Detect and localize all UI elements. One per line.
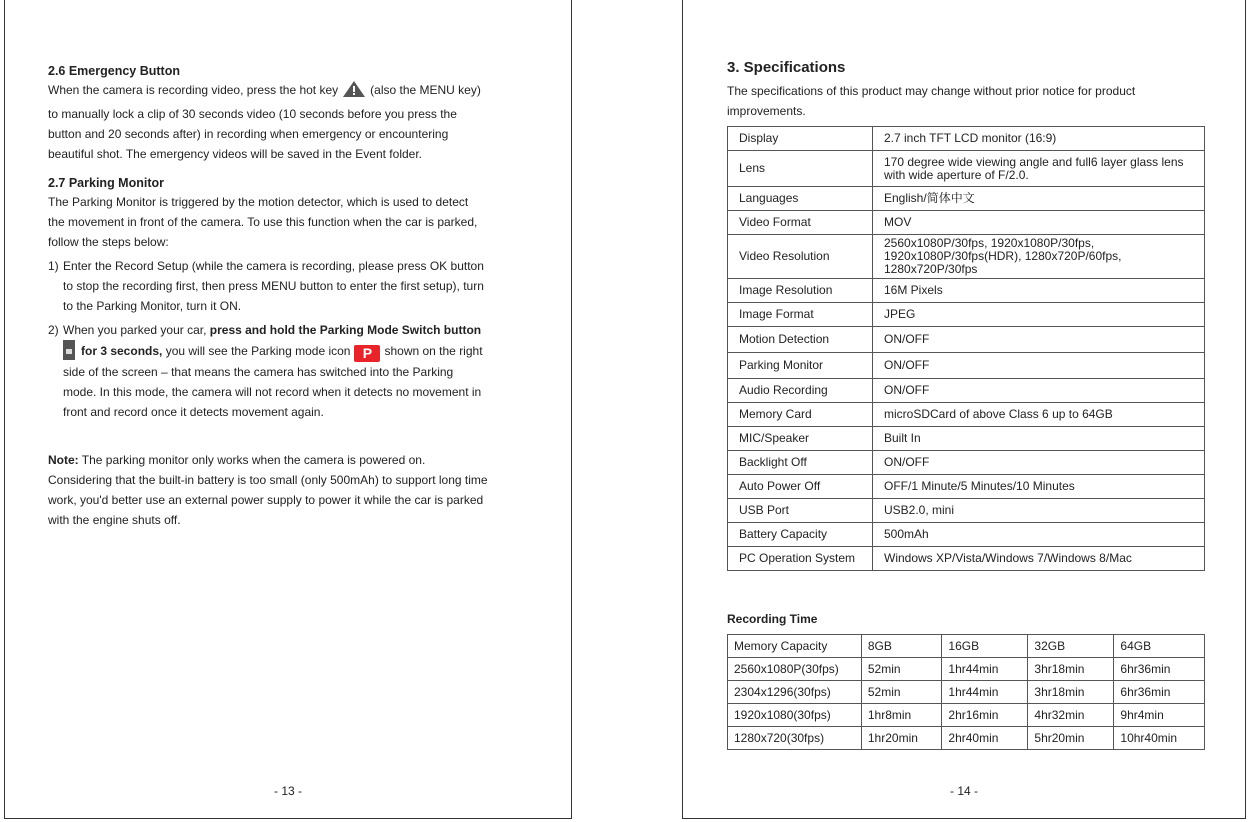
recording-cell: 8GB	[861, 635, 942, 658]
section-2-6-title: 2.6 Emergency Button	[48, 64, 180, 78]
recording-row	[728, 704, 1205, 727]
intro-line-2: improvements.	[727, 104, 806, 118]
spec-label: Audio Recording	[728, 379, 873, 403]
recording-cell: 6hr36min	[1114, 681, 1205, 704]
consider-line-1: Considering that the built-in battery is too small (only 500mAh) to support long time	[48, 473, 488, 487]
spec-row	[728, 353, 1205, 379]
spec-row	[728, 547, 1205, 571]
recording-cell: 10hr40min	[1114, 727, 1205, 750]
page-number-14: - 14 -	[949, 784, 978, 798]
recording-cell: 2hr16min	[942, 704, 1028, 727]
recording-cell: 2560x1080P(30fps)	[728, 658, 862, 681]
step-2	[48, 320, 528, 422]
spec-row	[728, 235, 1205, 279]
s26-text-b: (also the MENU key)	[370, 83, 481, 97]
spec-value: 16M Pixels	[873, 279, 1205, 303]
section-2-7-title: 2.7 Parking Monitor	[48, 176, 164, 190]
spec-label: Video Resolution	[728, 235, 873, 279]
note-label: Note:	[48, 453, 79, 467]
spec-value: English/简体中文	[873, 187, 1205, 211]
recording-cell: 52min	[861, 681, 942, 704]
spec-row	[728, 127, 1205, 151]
spec-label: Display	[728, 127, 873, 151]
spec-label: USB Port	[728, 499, 873, 523]
spec-row	[728, 211, 1205, 235]
spec-value: Windows XP/Vista/Windows 7/Windows 8/Mac	[873, 547, 1205, 571]
intro-line-1: The specifications of this product may change without prior notice for product	[727, 84, 1136, 98]
recording-cell: 9hr4min	[1114, 704, 1205, 727]
recording-cell: 5hr20min	[1028, 727, 1114, 750]
recording-row	[728, 658, 1205, 681]
recording-cell: 1280x720(30fps)	[728, 727, 862, 750]
spec-row	[728, 451, 1205, 475]
step-1	[48, 256, 528, 316]
recording-cell: 16GB	[942, 635, 1028, 658]
spec-row	[728, 403, 1205, 427]
s26-text-e: beautiful shot. The emergency videos will be saved in the Event folder.	[48, 147, 422, 161]
recording-cell: 3hr18min	[1028, 681, 1114, 704]
step-2-text-d: you will see the Parking mode icon	[165, 344, 351, 358]
spec-value: 2.7 inch TFT LCD monitor (16:9)	[873, 127, 1205, 151]
right-page	[682, 0, 1246, 819]
spec-label: Languages	[728, 187, 873, 211]
spec-value: 2560x1080P/30fps, 1920x1080P/30fps, 1920x1080P/30fps(HDR), 1280x720P/60fps, 1280x720P/30fps	[873, 235, 1205, 279]
recording-cell: Memory Capacity	[728, 635, 862, 658]
s26-text-a: When the camera is recording video, press the hot key	[48, 83, 339, 97]
spec-row	[728, 187, 1205, 211]
spec-value: JPEG	[873, 303, 1205, 327]
consider-line-2: work, you'd better use an external power supply to power it while the car is parked	[48, 493, 484, 507]
section-2-7-body	[48, 192, 538, 252]
step-2-text-b: press and hold the Parking Mode Switch button	[209, 323, 482, 337]
recording-cell: 1hr44min	[942, 681, 1028, 704]
spec-row	[728, 151, 1205, 187]
spec-value: ON/OFF	[873, 451, 1205, 475]
step-1-number: 1)	[48, 259, 59, 273]
parking-mode-icon: P	[354, 345, 380, 362]
spec-value: 500mAh	[873, 523, 1205, 547]
left-page	[4, 0, 572, 819]
page-number-13: - 13 -	[273, 784, 302, 798]
s27-line-2: the movement in front of the camera. To use this function when the car is parked,	[48, 215, 478, 229]
recording-cell: 1hr8min	[861, 704, 942, 727]
recording-cell: 2hr40min	[942, 727, 1028, 750]
spec-row	[728, 379, 1205, 403]
s27-line-1: The Parking Monitor is triggered by the motion detector, which is used to detect	[48, 195, 469, 209]
note-text: The parking monitor only works when the camera is powered on.	[81, 453, 426, 467]
spec-label: Battery Capacity	[728, 523, 873, 547]
specifications-title: 3. Specifications	[727, 59, 846, 76]
spec-value: MOV	[873, 211, 1205, 235]
s27-line-3: follow the steps below:	[48, 235, 169, 249]
spec-row	[728, 303, 1205, 327]
spec-value: USB2.0, mini	[873, 499, 1205, 523]
recording-cell: 4hr32min	[1028, 704, 1114, 727]
s26-text-d: button and 20 seconds after) in recording when emergency or encountering	[48, 127, 449, 141]
spec-label: Parking Monitor	[728, 353, 873, 379]
recording-cell: 1hr44min	[942, 658, 1028, 681]
s26-text-c: to manually lock a clip of 30 seconds video (10 seconds before you press the	[48, 107, 457, 121]
consider-line-3: with the engine shuts off.	[48, 513, 181, 527]
spec-value: ON/OFF	[873, 379, 1205, 403]
spec-row	[728, 427, 1205, 451]
recording-time-title: Recording Time	[727, 612, 818, 626]
spec-label: Memory Card	[728, 403, 873, 427]
recording-cell: 2304x1296(30fps)	[728, 681, 862, 704]
spec-label: Image Resolution	[728, 279, 873, 303]
step-2-text-c: for 3 seconds,	[81, 344, 163, 358]
spec-row	[728, 279, 1205, 303]
recording-time-table	[727, 634, 1205, 750]
spec-row	[728, 523, 1205, 547]
section-2-6-body	[48, 80, 538, 164]
spec-row	[728, 327, 1205, 353]
spec-label: Image Format	[728, 303, 873, 327]
warning-triangle-icon	[342, 80, 366, 104]
step-1-line-2: to stop the recording first, then press MENU button to enter the first setup), turn	[63, 279, 484, 293]
spec-label: PC Operation System	[728, 547, 873, 571]
spec-label: Auto Power Off	[728, 475, 873, 499]
step-1-line-3: to the Parking Monitor, turn it ON.	[63, 299, 242, 313]
spec-row	[728, 499, 1205, 523]
step-2-text-e: shown on the right	[384, 344, 483, 358]
recording-cell: 52min	[861, 658, 942, 681]
parking-switch-icon	[63, 340, 75, 360]
spec-value: 170 degree wide viewing angle and full6 layer glass lens with wide aperture of F/2.0.	[873, 151, 1205, 187]
recording-header-row	[728, 635, 1205, 658]
recording-cell: 64GB	[1114, 635, 1205, 658]
spec-value: Built In	[873, 427, 1205, 451]
note-block	[48, 450, 538, 530]
spec-row	[728, 475, 1205, 499]
spec-label: Backlight Off	[728, 451, 873, 475]
step-2-line-5: front and record once it detects movement again.	[63, 405, 324, 419]
step-2-number: 2)	[48, 323, 59, 337]
recording-cell: 1920x1080(30fps)	[728, 704, 862, 727]
spec-label: Motion Detection	[728, 327, 873, 353]
recording-row	[728, 681, 1205, 704]
step-2-line-3: side of the screen – that means the camera has switched into the Parking	[63, 365, 454, 379]
recording-cell: 32GB	[1028, 635, 1114, 658]
specifications-table	[727, 126, 1205, 571]
spec-value: ON/OFF	[873, 353, 1205, 379]
spec-value: OFF/1 Minute/5 Minutes/10 Minutes	[873, 475, 1205, 499]
recording-row	[728, 727, 1205, 750]
spec-label: MIC/Speaker	[728, 427, 873, 451]
step-1-line-1: Enter the Record Setup (while the camera is recording, please press OK button	[63, 259, 484, 273]
recording-cell: 1hr20min	[861, 727, 942, 750]
spec-label: Video Format	[728, 211, 873, 235]
step-2-text-a: When you parked your car,	[63, 323, 207, 337]
spec-value: ON/OFF	[873, 327, 1205, 353]
step-2-line-4: mode. In this mode, the camera will not record when it detects no movement in	[63, 385, 482, 399]
specifications-intro	[727, 81, 1197, 121]
recording-cell: 3hr18min	[1028, 658, 1114, 681]
spec-value: microSDCard of above Class 6 up to 64GB	[873, 403, 1205, 427]
recording-cell: 6hr36min	[1114, 658, 1205, 681]
spec-label: Lens	[728, 151, 873, 187]
